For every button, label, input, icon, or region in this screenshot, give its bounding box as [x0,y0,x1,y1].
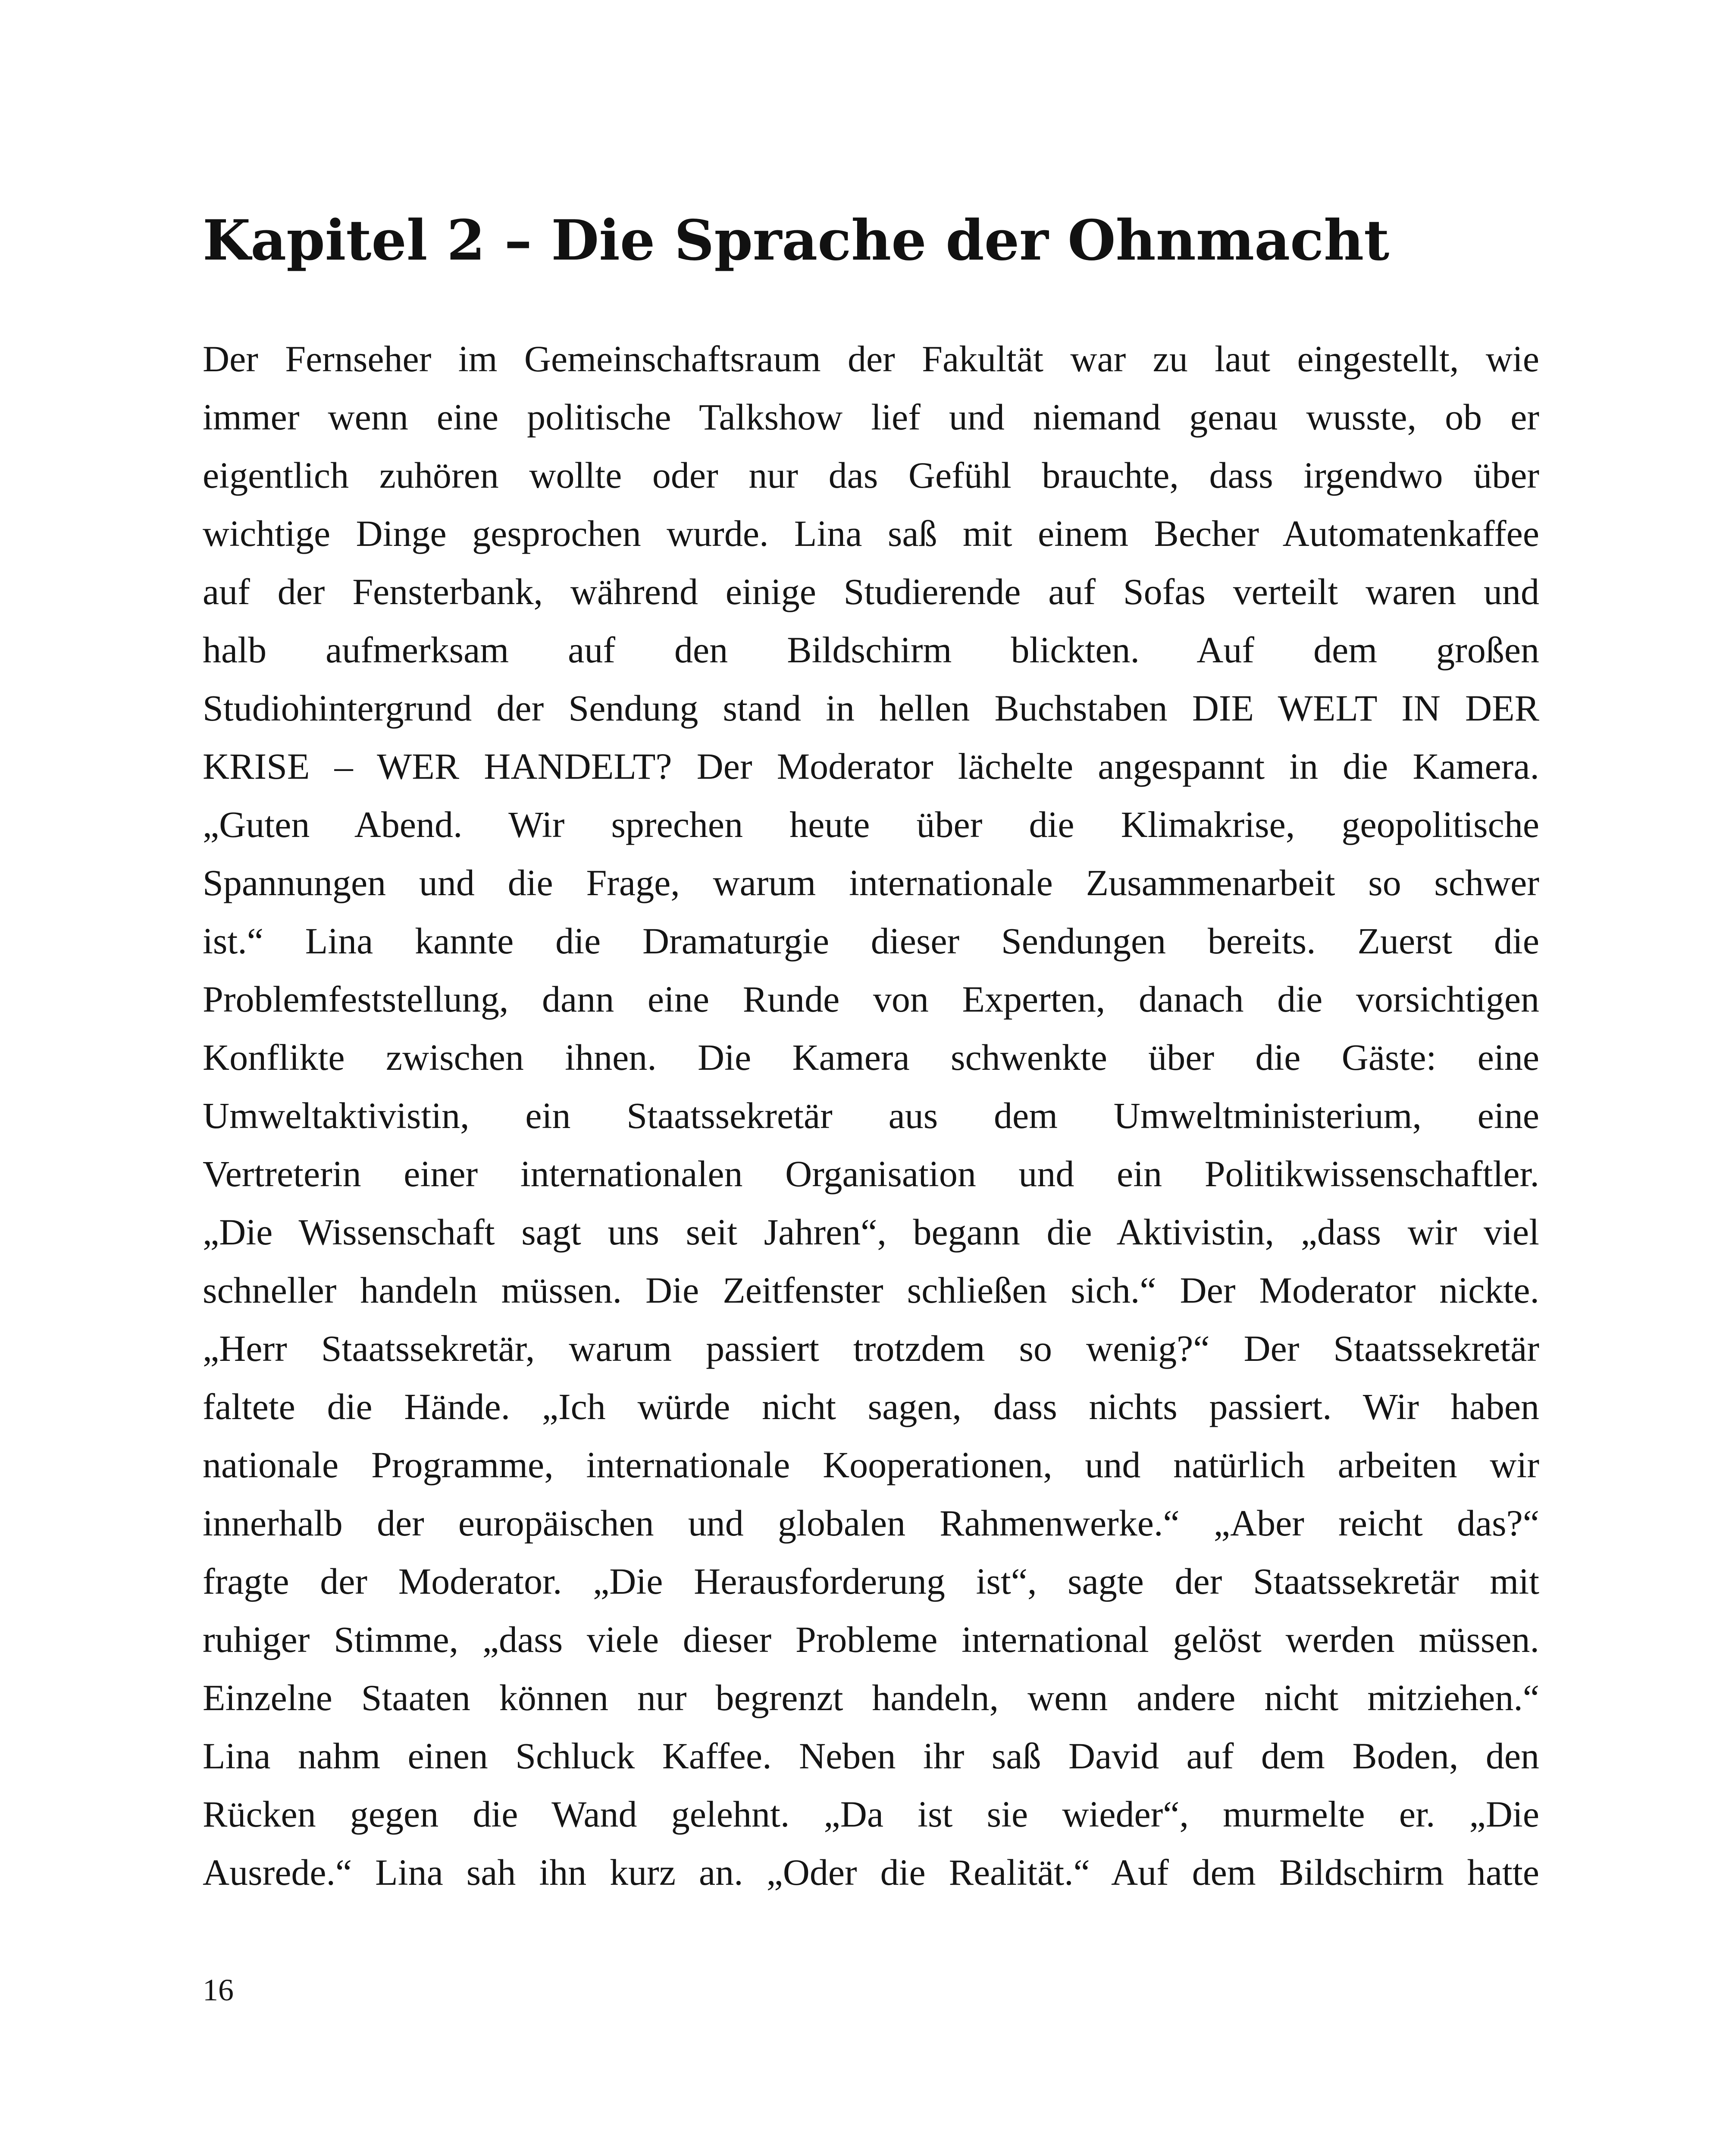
text-line: immer wenn eine politische Talkshow lief und niemand genau wusste, ob er [203,396,1539,438]
text-line: Spannungen und die Frage, warum internationale Zusammenarbeit so schwer [203,862,1539,903]
text-line: KRISE – WER HANDELT? Der Moderator lächelte angespannt in die Kamera. [203,746,1539,787]
text-line: ist.“ Lina kannte die Dramaturgie dieser Sendungen bereits. Zuerst die [203,920,1539,962]
text-line: „Guten Abend. Wir sprechen heute über die Klimakrise, geopolitische [203,804,1539,845]
body-text [203,330,1539,1902]
text-line: „Die Wissenschaft sagt uns seit Jahren“, begann die Aktivistin, „dass wir viel [203,1211,1539,1253]
text-line: innerhalb der europäischen und globalen Rahmenwerke.“ „Aber reicht das?“ [203,1502,1539,1544]
text-line: eigentlich zuhören wollte oder nur das Gefühl brauchte, dass irgendwo über [203,454,1539,496]
text-line: Problemfeststellung, dann eine Runde von Experten, danach die vorsichtigen [203,978,1539,1020]
text-line: Studiohintergrund der Sendung stand in hellen Buchstaben DIE WELT IN DER [203,687,1539,729]
text-line: Konflikte zwischen ihnen. Die Kamera schwenkte über die Gäste: eine [203,1037,1539,1078]
text-line: Rücken gegen die Wand gelehnt. „Da ist sie wieder“, murmelte er. „Die [203,1793,1539,1835]
text-line: schneller handeln müssen. Die Zeitfenster schließen sich.“ Der Moderator nickte. [203,1269,1539,1311]
text-line: „Herr Staatssekretär, warum passiert trotzdem so wenig?“ Der Staatssekretär [203,1328,1539,1369]
text-line: fragte der Moderator. „Die Herausforderung ist“, sagte der Staatssekretär mit [203,1561,1539,1602]
text-line: Der Fernseher im Gemeinschaftsraum der Fakultät war zu laut eingestellt, wie [203,338,1539,379]
text-line: Einzelne Staaten können nur begrenzt handeln, wenn andere nicht mitziehen.“ [203,1677,1539,1718]
text-line: faltete die Hände. „Ich würde nicht sagen, dass nichts passiert. Wir haben [203,1386,1539,1427]
text-line: Ausrede.“ Lina sah ihn kurz an. „Oder die Realität.“ Auf dem Bildschirm hatte [203,1852,1539,1893]
page-number: 16 [203,1973,234,2007]
text-line: auf der Fensterbank, während einige Studierende auf Sofas verteilt waren und [203,571,1539,612]
text-line: halb aufmerksam auf den Bildschirm blickten. Auf dem großen [203,629,1539,671]
text-line: ruhiger Stimme, „dass viele dieser Probleme international gelöst werden müssen. [203,1619,1539,1660]
text-line: Umweltaktivistin, ein Staatssekretär aus dem Umweltministerium, eine [203,1095,1539,1136]
text-line: wichtige Dinge gesprochen wurde. Lina saß mit einem Becher Automatenkaffee [203,513,1539,554]
text-line: nationale Programme, internationale Kooperationen, und natürlich arbeiten wir [203,1444,1539,1485]
text-line: Vertreterin einer internationalen Organisation und ein Politikwissenschaftler. [203,1153,1539,1194]
text-line: Lina nahm einen Schluck Kaffee. Neben ihr saß David auf dem Boden, den [203,1735,1539,1777]
chapter-title: Kapitel 2 – Die Sprache der Ohnmacht [203,208,1390,273]
